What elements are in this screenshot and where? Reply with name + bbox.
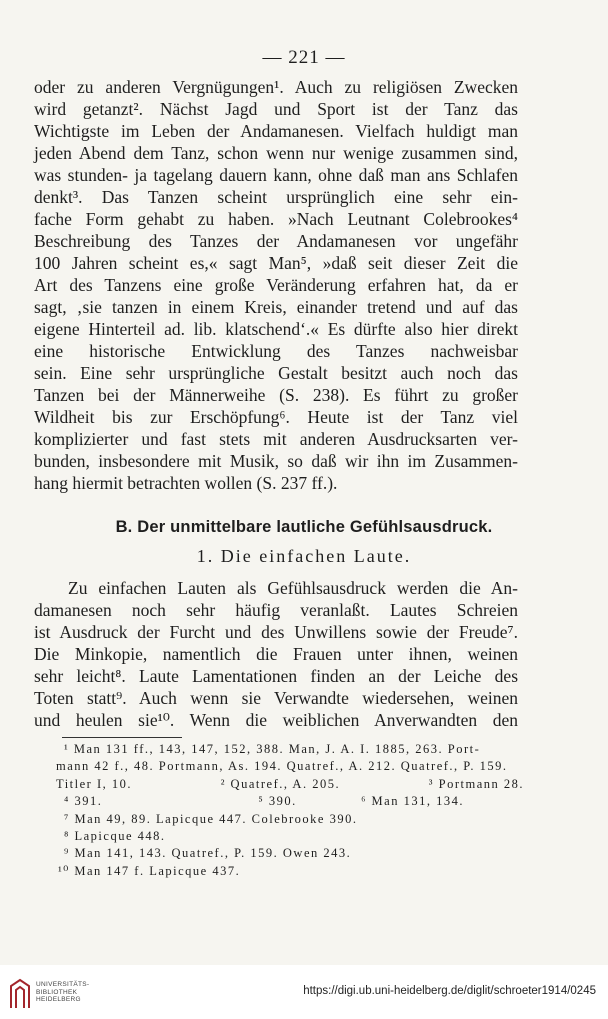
text-line: Wildheit bis zur Erschöpfung⁶. Heute ist der Tanz viel <box>34 407 518 427</box>
footnote-3: ³ Portmann 28. <box>428 776 524 791</box>
text-line: komplizierter und fast stets mit anderen Ausdrucksarten ver- <box>34 429 518 449</box>
footnote-6: ⁶ Man 131, 134. <box>361 794 464 809</box>
text-line: 100 Jahren scheint es,« sagt Man⁵, »daß seit dieser Zeit die <box>34 253 518 273</box>
text-line: oder zu anderen Vergnügungen¹. Auch zu religiösen Zwecken <box>34 77 518 97</box>
text-line: wird getanzt². Nächst Jagd und Sport ist der Tanz das <box>34 99 518 119</box>
source-url-link[interactable]: https://digi.ub.uni-heidelberg.de/diglit/schroeter1914/0245 <box>303 985 596 997</box>
text-line: eine historische Entwicklung des Tanzes nachweisbar <box>34 341 518 361</box>
footnotes <box>56 741 524 880</box>
library-logo-icon <box>8 978 32 1010</box>
text-line: Zu einfachen Lauten als Gefühlsausdruck werden die An- <box>68 578 518 598</box>
text-line: hang hiermit betrachten wollen (S. 237 ff.). <box>34 473 338 493</box>
text-line: denkt³. Das Tanzen scheint ursprünglich eine sehr ein- <box>34 187 518 207</box>
text-line: Die Minkopie, namentlich die Frauen unter ihnen, weinen <box>34 644 518 664</box>
footnote-4: ⁴ 391. <box>64 794 103 809</box>
section-heading: B. Der unmittelbare lautliche Gefühlsausdruck. <box>115 518 493 536</box>
footnote-2: ² Quatref., A. 205. <box>220 776 341 791</box>
text-line: Art des Tanzens eine große Veränderung erfahren hat, da er <box>34 275 518 295</box>
footnote-1: ¹ Man 131 ff., 143, 147, 152, 388. Man, J. A. I. 1885, 263. Port- <box>64 742 481 756</box>
footnote-1-cont: mann 42 f., 48. Portmann, As. 194. Quatref., A. 212. Quatref., P. 159. <box>56 759 508 774</box>
footnote-5: ⁵ 390. <box>258 794 297 809</box>
bottom-bar <box>0 965 608 1019</box>
footnote-10: ¹⁰ Man 147 f. Lapicque 437. <box>58 863 241 878</box>
text-line: bunden, insbesondere mit Musik, so daß wir ihn im Zusammen- <box>34 451 518 471</box>
text-line: sehr leicht⁸. Laute Lamentationen finden an der Leiche des <box>34 666 518 686</box>
footnote-8: ⁸ Lapicque 448. <box>64 828 166 843</box>
subsection-heading: 1. Die einfachen Laute. <box>196 546 412 566</box>
footnote-9: ⁹ Man 141, 143. Quatref., P. 159. Owen 243. <box>64 846 352 861</box>
text-line: jeden Abend dem Tanz, schon wenn nur wenige zusammen sind, <box>34 143 518 163</box>
paragraph-2 <box>34 577 518 731</box>
text-line: Beschreibung des Tanzes der Andamanesen vor ungefähr <box>34 231 518 251</box>
text-line: damanesen noch sehr häufig veranlaßt. Lautes Schreien <box>34 600 518 620</box>
library-logo-text: UNIVERSITÄTS- BIBLIOTHEK HEIDELBERG <box>36 981 90 1003</box>
text-line: was stunden- ja tagelang dauern kann, ohne daß man ans Schlafen <box>34 165 518 185</box>
text-line: Toten statt⁹. Auch wenn sie Verwandte wiedersehen, weinen <box>34 688 518 708</box>
text-line: sein. Eine sehr ursprüngliche Gestalt besitzt auch noch das <box>34 363 518 383</box>
text-line: fache Form gehabt zu haben. »Nach Leutnant Colebrookes⁴ <box>34 209 518 229</box>
footnote-7: ⁷ Man 49, 89. Lapicque 447. Colebrooke 390. <box>64 811 358 826</box>
page-number: — 221 — <box>262 47 346 68</box>
text-line: ist Ausdruck der Furcht und des Unwillens sowie der Freude⁷. <box>34 622 518 642</box>
text-line: eigene Hinterteil ad. lib. klatschend‘.« Es dürfte also hier direkt <box>34 319 518 339</box>
text-line: Wichtigste im Leben der Andamanesen. Vielfach huldigt man <box>34 121 518 141</box>
text-line: sagt, ‚sie tanzen in einem Kreis, einander tretend und auf das <box>34 297 518 317</box>
text-line: Tanzen bei der Männerweihe (S. 238). Es führt zu großer <box>34 385 518 405</box>
footnote-rule <box>62 737 182 738</box>
text-line: und heulen sie¹⁰. Wenn die weiblichen Anverwandten den <box>34 710 518 730</box>
paragraph-1 <box>34 76 518 494</box>
footnote-1-end: Titler I, 10. <box>56 776 132 791</box>
